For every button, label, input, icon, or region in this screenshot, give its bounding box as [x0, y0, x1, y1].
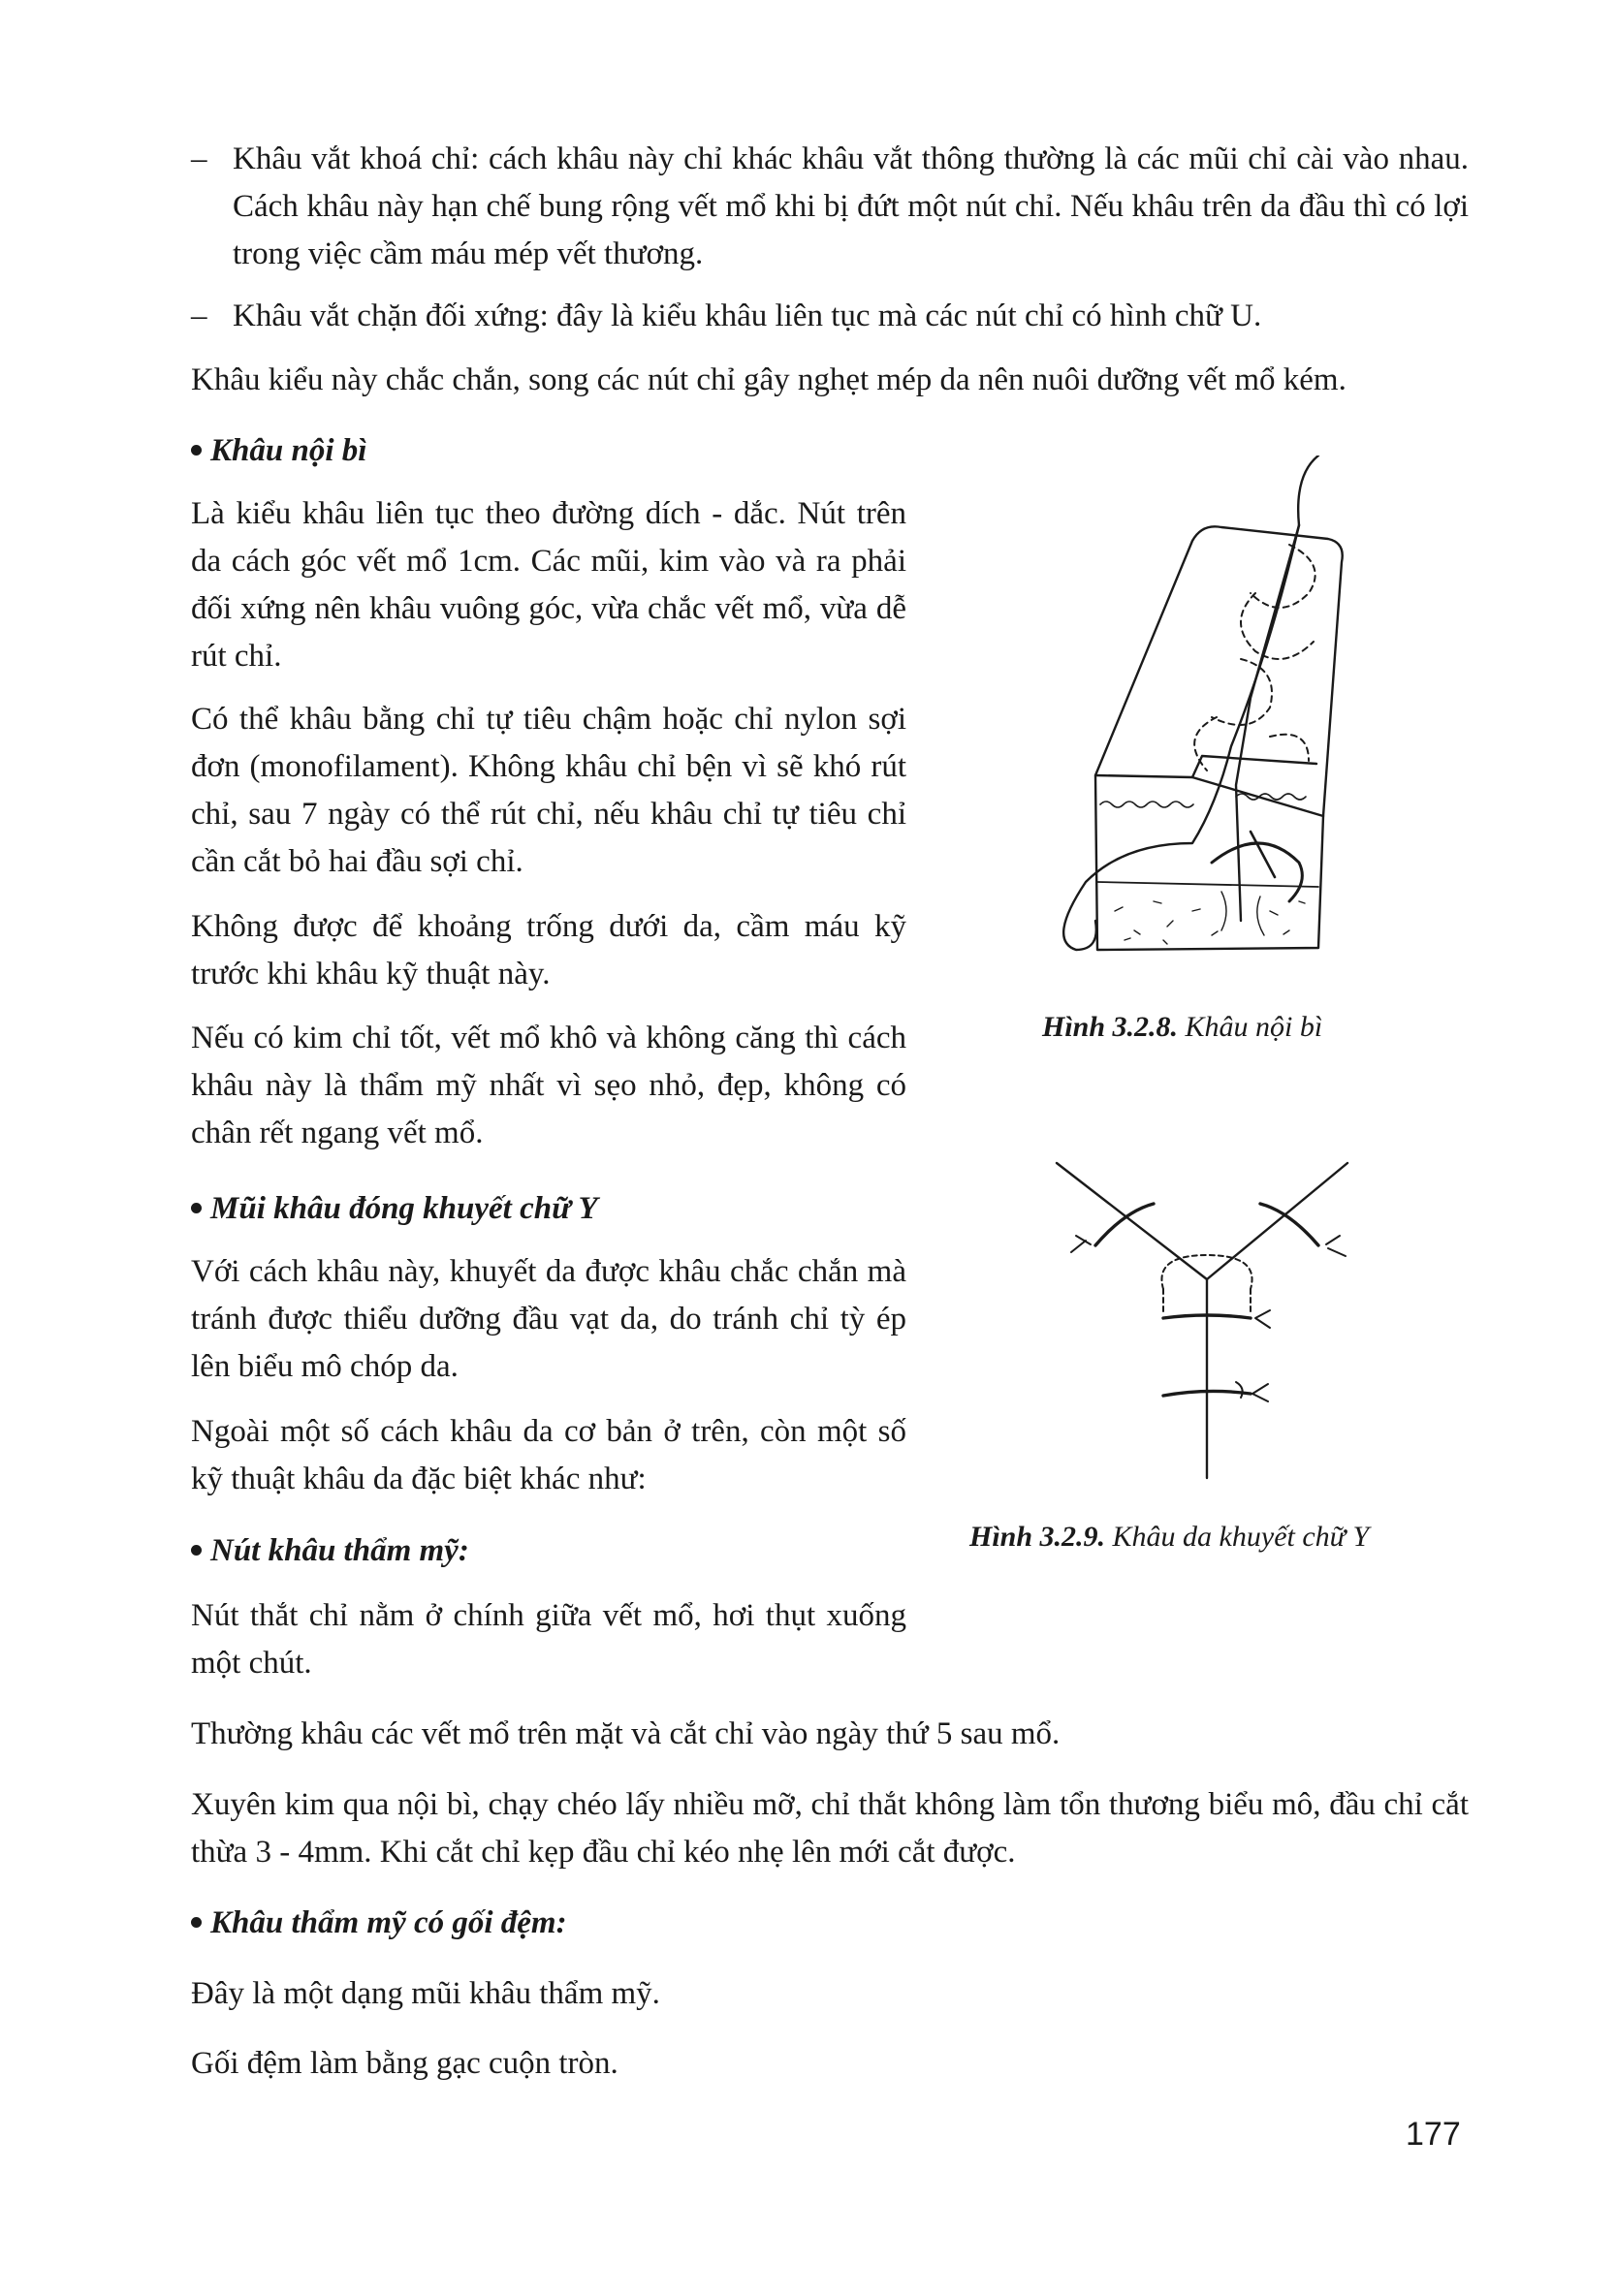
paragraph: Đây là một dạng mũi khâu thẩm mỹ. — [191, 1976, 660, 2011]
bullet-icon — [191, 1917, 202, 1928]
section-heading-noi-bi: Khâu nội bì — [191, 427, 366, 475]
list-marker: – — [191, 299, 207, 333]
paragraph: Với cách khâu này, khuyết da được khâu chắc chắn mà tránh được thiểu dưỡng đầu vạt da, do tránh chỉ tỳ ép lên biểu mô chóp da. — [191, 1254, 906, 1384]
figure-caption — [1042, 1008, 1322, 1047]
paragraph: Nếu có kim chỉ tốt, vết mổ khô và không căng thì cách khâu này là thẩm mỹ nhất vì sẹo nhỏ, đẹp, không có chân rết ngang vết mổ. — [191, 1021, 906, 1150]
list-item: Khâu vắt khoá chỉ: cách khâu này chỉ khác khâu vắt thông thường là các mũi chỉ cài vào nhau. Cách khâu này hạn chế bung rộng vết mổ khi bị đứt một nút chỉ. Nếu khâu trên da đầu thì có lợi trong việc cầm máu mép vết thương. — [233, 142, 1469, 271]
figure-number: Hình 3.2.8. — [1042, 1011, 1179, 1043]
figure-caption-text: Khâu da khuyết chữ Y — [1112, 1521, 1370, 1553]
section-heading-chu-y: Mũi khâu đóng khuyết chữ Y — [191, 1185, 598, 1233]
section-heading-tham-my: Nút khâu thẩm mỹ: — [191, 1527, 469, 1575]
figure-caption-text: Khâu nội bì — [1185, 1011, 1323, 1043]
figure-chu-y-illustration — [1037, 1144, 1406, 1493]
paragraph: Nút thắt chỉ nằm ở chính giữa vết mổ, hơi thụt xuống một chút. — [191, 1598, 906, 1681]
section-heading-goi-dem: Khâu thẩm mỹ có gối đệm: — [191, 1900, 567, 1947]
bullet-icon — [191, 445, 202, 456]
paragraph: Là kiểu khâu liên tục theo đường dích - dắc. Nút trên da cách góc vết mổ 1cm. Các mũi, kim vào và ra phải đối xứng nên khâu vuông góc, vừa chắc vết mổ, vừa dễ rút chỉ. — [191, 496, 906, 674]
list-marker: – — [191, 142, 207, 176]
paragraph: Thường khâu các vết mổ trên mặt và cắt chỉ vào ngày thứ 5 sau mổ. — [191, 1716, 1061, 1751]
paragraph: Ngoài một số cách khâu da cơ bản ở trên, còn một số kỹ thuật khâu da đặc biệt khác như: — [191, 1414, 906, 1496]
paragraph: Khâu kiểu này chắc chắn, song các nút chỉ gây nghẹt mép da nên nuôi dưỡng vết mổ kém. — [191, 362, 1347, 397]
bullet-icon — [191, 1545, 202, 1556]
list-item: Khâu vắt chặn đối xứng: đây là kiểu khâu liên tục mà các nút chỉ có hình chữ U. — [233, 299, 1262, 333]
figure-caption — [969, 1518, 1369, 1557]
paragraph: Xuyên kim qua nội bì, chạy chéo lấy nhiều mỡ, chỉ thắt không làm tổn thương biểu mô, đầu chỉ cắt thừa 3 - 4mm. Khi cắt chỉ kẹp đầu chỉ kéo nhẹ lên mới cắt được. — [191, 1787, 1469, 1870]
paragraph: Gối đệm làm bằng gạc cuộn tròn. — [191, 2046, 618, 2081]
page-number: 177 — [1406, 2116, 1461, 2153]
figure-noi-bi-illustration — [1008, 456, 1396, 998]
bullet-icon — [191, 1203, 202, 1213]
figure-number: Hình 3.2.9. — [969, 1521, 1106, 1553]
paragraph: Không được để khoảng trống dưới da, cầm máu kỹ trước khi khâu kỹ thuật này. — [191, 909, 906, 991]
paragraph: Có thể khâu bằng chỉ tự tiêu chậm hoặc chỉ nylon sợi đơn (monofilament). Không khâu chỉ bện vì sẽ khó rút chỉ, sau 7 ngày có thể rút chỉ, nếu khâu chỉ tự tiêu chỉ cần cắt bỏ hai đầu sợi chỉ. — [191, 702, 906, 879]
